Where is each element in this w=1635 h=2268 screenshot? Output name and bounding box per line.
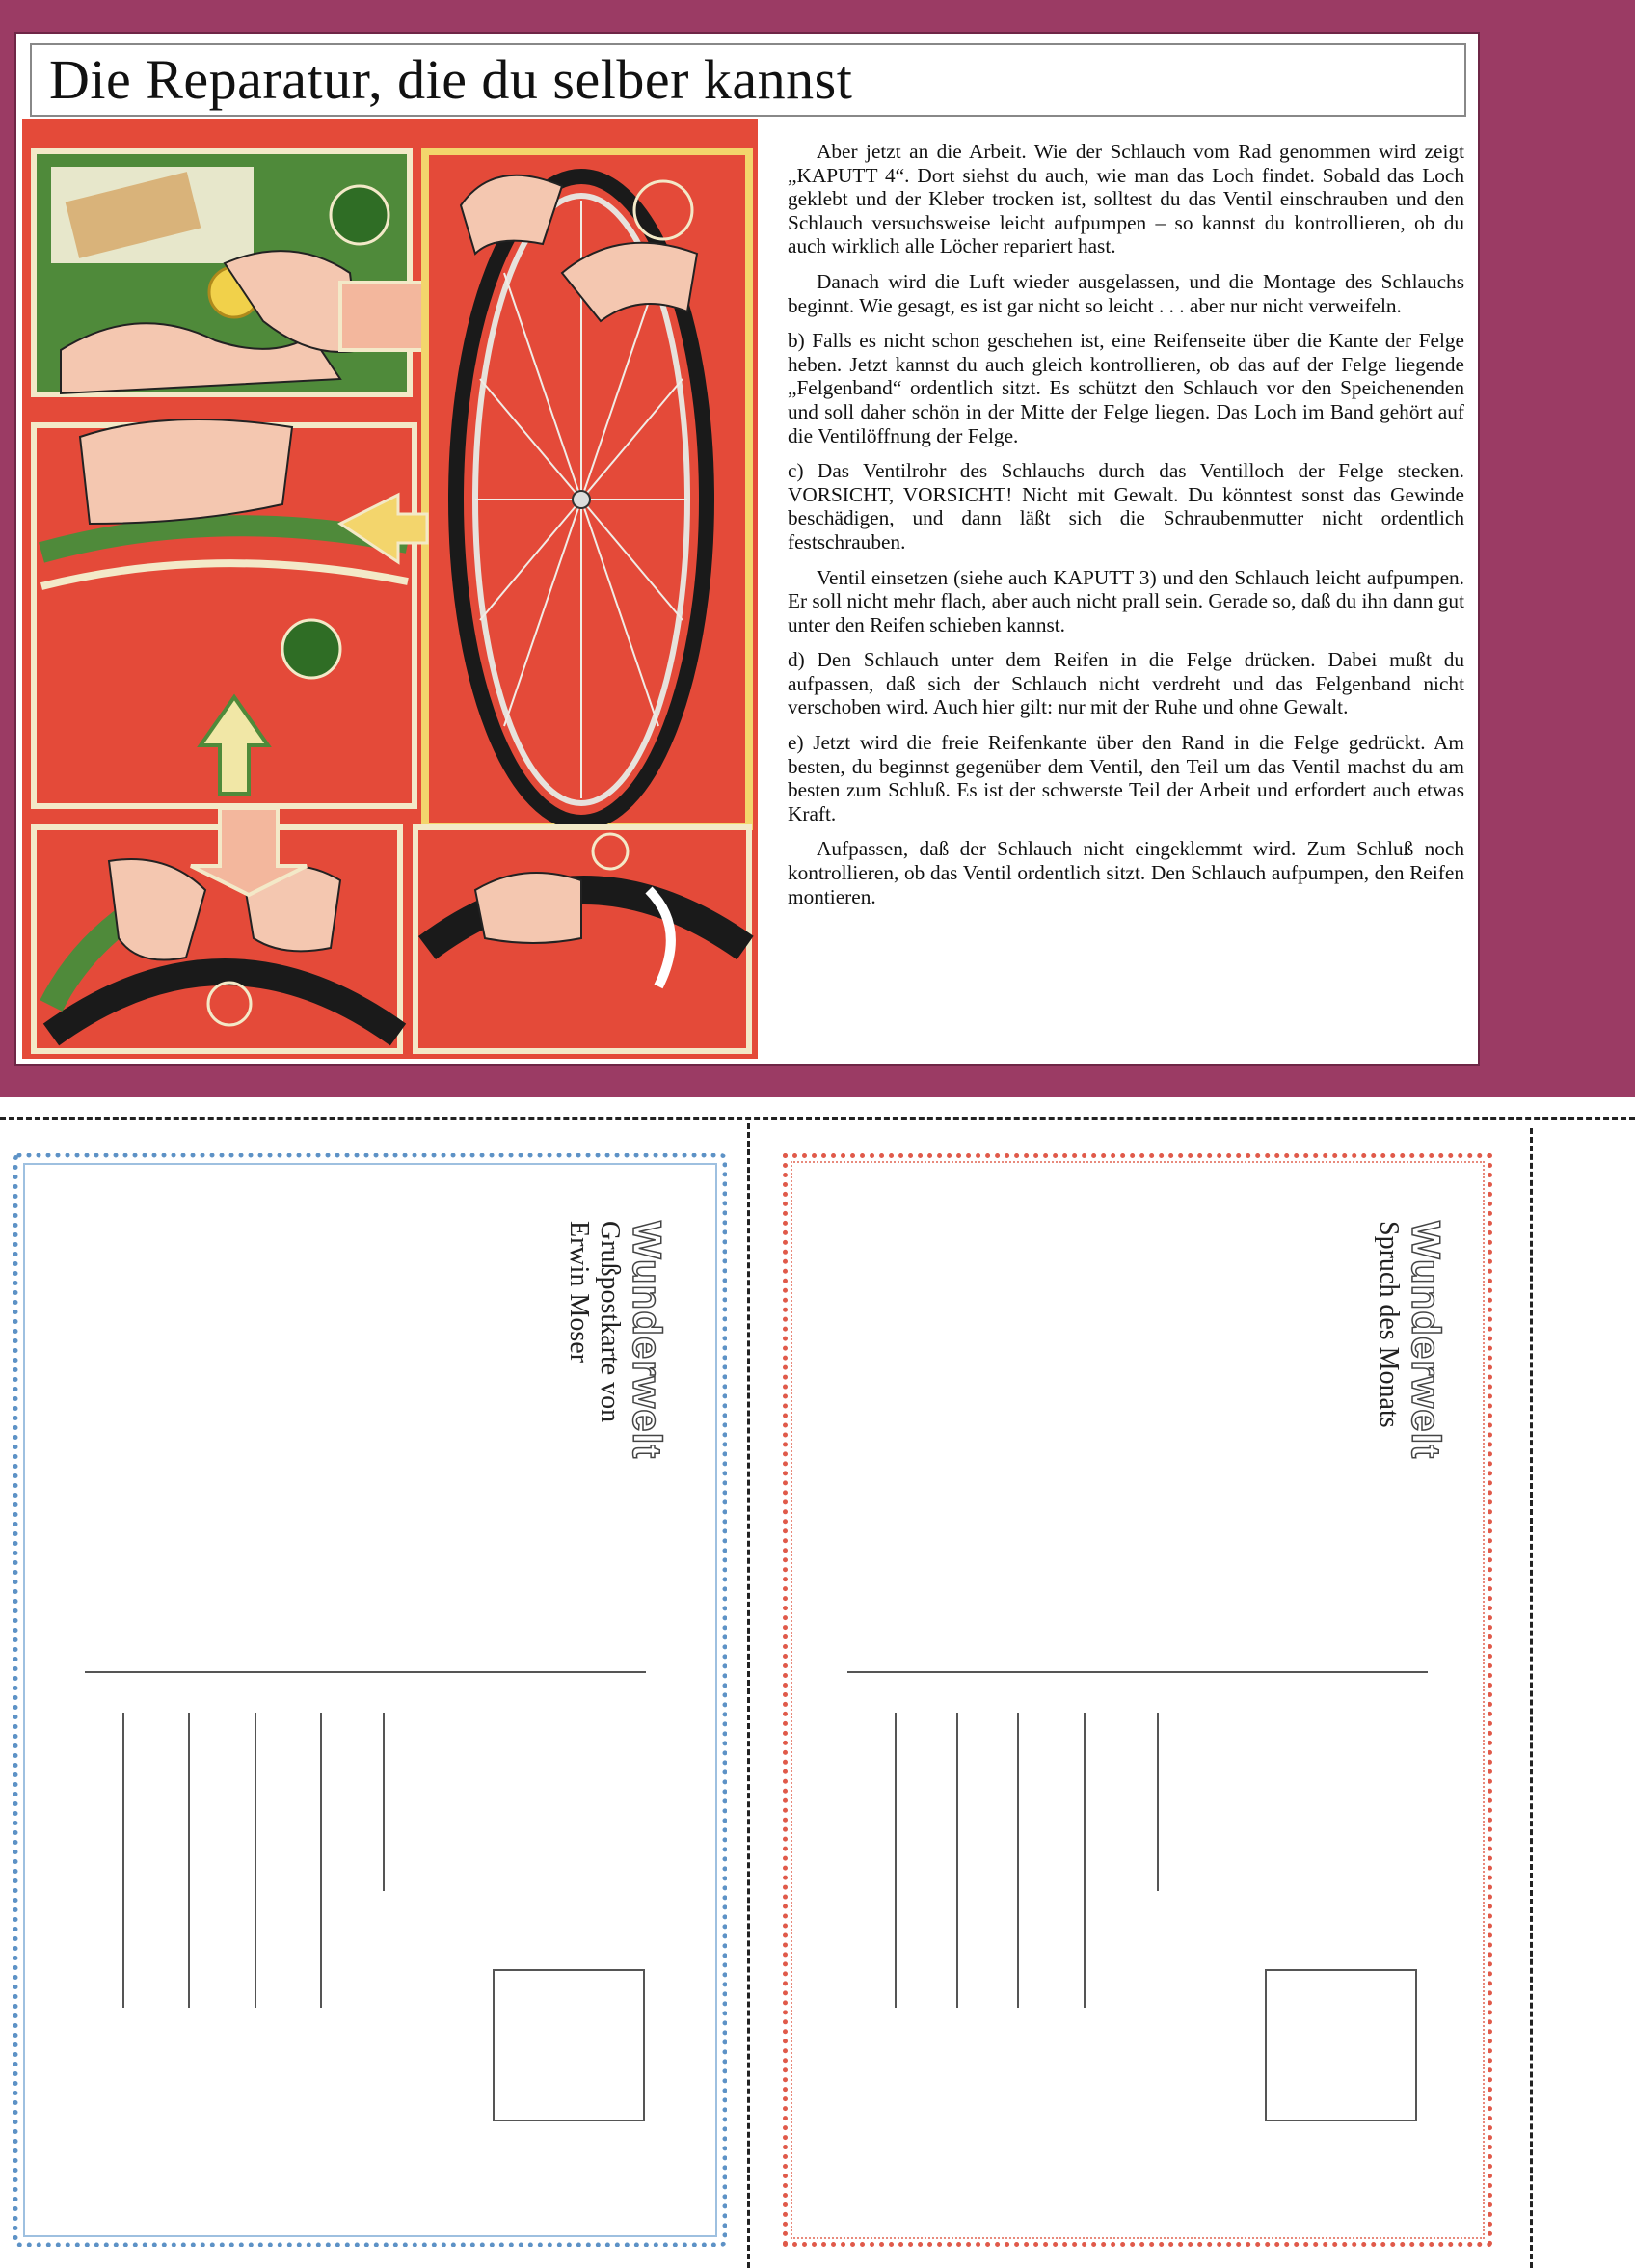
address-line — [956, 1713, 958, 2008]
address-line — [1157, 1713, 1159, 1891]
postcard-subtitle-line1: Grußpostkarte von — [595, 1221, 625, 1423]
step-d-panel — [34, 808, 400, 1051]
title-box — [30, 43, 1466, 117]
paragraph-step-b: b) Falls es nicht schon geschehen ist, eine Reifenseite über die Kante der Felge heben. Jetzt kannst du auch gleich kontrollieren, ob das auf der Felge liegende „Felgenband“ ordentlich sitzt. Es schützt den Schlauch vor den Speichenenden und soll daher schön in der Mitte der Felge liegen. Das Loch im Band gehört auf die Ventilöffnung der Felge. — [788, 329, 1464, 447]
postcard-saying — [783, 1153, 1492, 2247]
paragraph-step-d: d) Den Schlauch unter dem Reifen in die Felge drücken. Dabei mußt du aufpassen, daß sich der Schlauch nicht verdreht und das Felgenband nicht verschoben wird. Auch hier gilt: nur mit der Ruhe und ohne Gewalt. — [788, 648, 1464, 719]
paragraph-step-c: c) Das Ventilrohr des Schlauchs durch das Ventilloch der Felge stecken. VORSICHT, VORSICHT! Nicht mit Gewalt. Du könntest sonst das Gewinde beschädigen, und dann läßt sich die Schraubenmutter nicht ordentlich festschrauben. — [788, 459, 1464, 554]
address-line — [320, 1713, 322, 2008]
cut-line-horizontal — [0, 1117, 1635, 1120]
paragraph-intro: Aber jetzt an die Arbeit. Wie der Schlauch vom Rad genommen wird zeigt „KAPUTT 4“. Dort siehst du auch, wie man das Loch findet. Sobald das Loch geklebt und der Kleber trocken ist, solltest du das Ventil einschrauben und den Schlauch versuchsweise leicht aufpumpen – so kannst du kontrollieren, ob du auch wirklich alle Löcher repariert hast. — [788, 140, 1464, 258]
step-e-panel — [415, 827, 749, 1051]
address-line — [255, 1713, 256, 2008]
address-line — [383, 1713, 385, 1891]
magazine-page — [0, 0, 1635, 1097]
postcard-subtitle-line1: Spruch des Monats — [1374, 1221, 1404, 1428]
address-lines — [13, 1713, 727, 2012]
postcard-greeting — [13, 1153, 727, 2247]
message-divider — [85, 1671, 646, 1673]
paragraph-ventil: Ventil einsetzen (siehe auch KAPUTT 3) und den Schlauch leicht aufpumpen. Er soll nicht mehr flach, aber auch nicht prall sein. Gerade so, daß du ihn dann gut unter den Reifen schieben kannst. — [788, 565, 1464, 636]
paragraph-step-e: e) Jetzt wird die freie Reifenkante über den Rand in die Felge gedrückt. Am besten, du beginnst gegenüber dem Ventil, den Teil um das Ventil machst du am besten zum Schluß. Es ist der schwerste Teil der Arbeit und erfordert auch etwas Kraft. — [788, 731, 1464, 825]
postcard-header — [553, 1221, 669, 1472]
address-line — [188, 1713, 190, 2008]
page-title: Die Reparatur, die du selber kannst — [49, 48, 853, 111]
postcard-subtitle-line2: Erwin Moser — [564, 1221, 594, 1363]
address-lines — [783, 1713, 1492, 2012]
repair-steps-drawing — [22, 119, 758, 1059]
article-panel — [14, 32, 1480, 1066]
address-line — [1084, 1713, 1086, 2008]
paragraph-final: Aufpassen, daß der Schlauch nicht eingeklemmt wird. Zum Schluß noch kontrollieren, ob das Ventil ordentlich sitzt. Den Schlauch aufpumpen, den Reifen montieren. — [788, 837, 1464, 908]
repair-illustration — [22, 119, 758, 1059]
brand-logo: Wunderwelt — [1404, 1221, 1449, 1460]
article-text — [788, 140, 1464, 920]
postcard-header — [1332, 1221, 1448, 1472]
stamp-box — [1265, 1969, 1417, 2121]
cut-line-right — [1530, 1128, 1533, 2268]
address-line — [1017, 1713, 1019, 2008]
brand-logo: Wunderwelt — [625, 1221, 670, 1460]
stamp-box — [493, 1969, 645, 2121]
step-a-panel — [34, 151, 480, 394]
step-c-panel — [34, 419, 427, 806]
step-b-panel — [425, 151, 749, 826]
cut-line-middle — [747, 1123, 750, 2268]
address-line — [122, 1713, 124, 2008]
message-divider — [847, 1671, 1428, 1673]
paragraph-montage: Danach wird die Luft wieder ausgelassen, und die Montage des Schlauchs beginnt. Wie gesagt, es ist gar nicht so leicht . . . aber nur nicht verweifeln. — [788, 269, 1464, 317]
address-line — [895, 1713, 897, 2008]
